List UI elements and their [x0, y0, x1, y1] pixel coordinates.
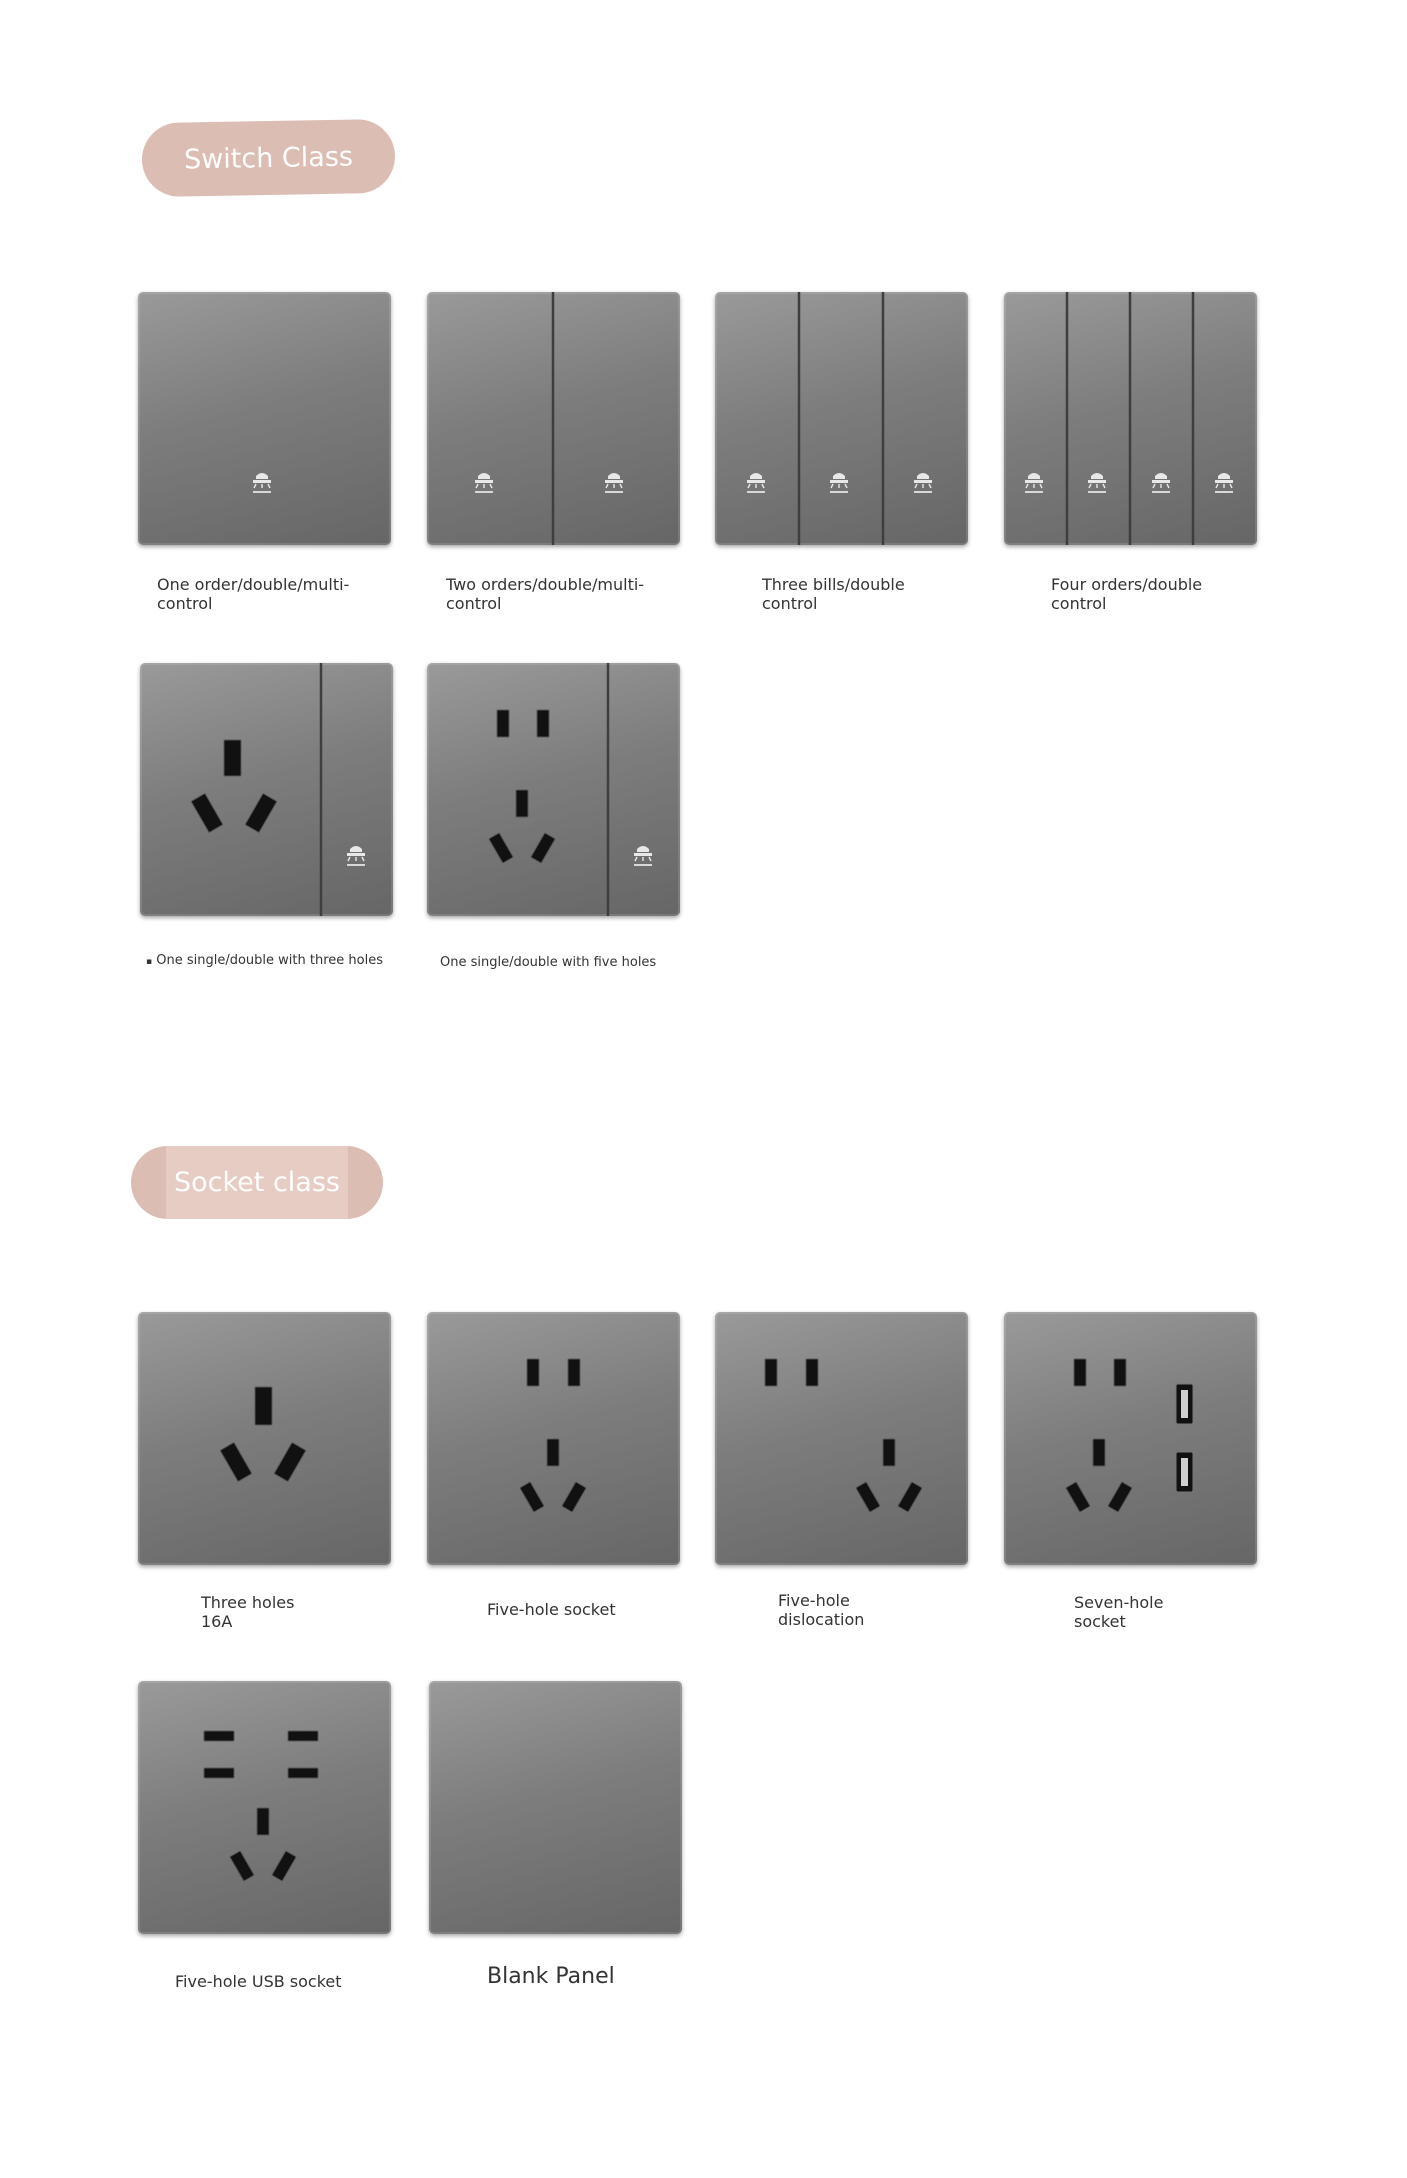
three-gang-caption: Three bills/double control — [762, 575, 905, 613]
five-hole-dislocation-caption: Five-hole dislocation — [778, 1591, 865, 1629]
five-hole-dislocation-icon — [765, 1359, 922, 1512]
five-hole-dislocation-panel — [715, 1312, 968, 1565]
three-gang-switch-panel — [715, 292, 968, 545]
switch-five-hole-socket-drawing — [427, 663, 680, 916]
three-hole-16a-caption: Three holes 16A — [201, 1593, 295, 1631]
switch-three-hole-socket-panel — [140, 663, 393, 916]
switch-three-hole-socket-drawing — [140, 663, 393, 916]
switch-class-title: Switch Class — [183, 141, 354, 175]
three-gang-switch-drawing — [715, 292, 968, 545]
light-switch-icon — [914, 473, 932, 493]
five-hole-socket-icon — [489, 710, 555, 863]
light-switch-icon — [347, 846, 365, 866]
five-hole-socket-icon — [520, 1359, 586, 1512]
seven-hole-drawing — [1004, 1312, 1257, 1565]
caption-bullet: ▪ — [146, 957, 153, 967]
seven-hole-panel — [1004, 1312, 1257, 1565]
switch-five-hole-socket-panel — [427, 663, 680, 916]
light-switch-icon — [1025, 473, 1043, 493]
switch-class-badge — [141, 119, 395, 197]
light-switch-icon — [1152, 473, 1170, 493]
light-switch-icon — [634, 846, 652, 866]
light-switch-icon — [1215, 473, 1233, 493]
switch-five-hole-caption: One single/double with five holes — [440, 955, 657, 970]
four-gang-switch-panel — [1004, 292, 1257, 545]
five-hole-usb-panel — [138, 1681, 391, 1934]
three-hole-16a-panel — [138, 1312, 391, 1565]
three-hole-socket-icon — [220, 1387, 306, 1482]
five-hole-usb-caption: Five-hole USB socket — [175, 1972, 342, 1991]
socket-class-badge — [131, 1146, 383, 1219]
blank-panel — [429, 1681, 682, 1934]
socket-class-title: Socket class — [174, 1167, 340, 1198]
one-gang-switch-panel — [138, 292, 391, 545]
light-switch-icon — [830, 473, 848, 493]
two-gang-caption: Two orders/double/multi- control — [446, 575, 645, 613]
five-hole-socket-icon — [1066, 1359, 1132, 1512]
four-gang-caption: Four orders/double control — [1051, 575, 1203, 613]
caption-text: One single/double with three holes — [156, 953, 383, 968]
one-gang-switch-drawing — [138, 292, 391, 545]
usb-port-icon — [1176, 1384, 1193, 1424]
two-gang-switch-drawing — [427, 292, 680, 545]
one-gang-caption: One order/double/multi- control — [157, 575, 350, 613]
light-switch-icon — [605, 473, 623, 493]
three-hole-16a-drawing — [138, 1312, 391, 1565]
light-switch-icon — [747, 473, 765, 493]
four-gang-switch-drawing — [1004, 292, 1257, 545]
seven-hole-caption: Seven-hole socket — [1074, 1593, 1164, 1631]
switch-three-hole-caption — [146, 951, 383, 972]
light-switch-icon — [1088, 473, 1106, 493]
five-hole-caption: Five-hole socket — [487, 1600, 616, 1619]
five-hole-usb-drawing — [138, 1681, 391, 1934]
usb-port-icon — [1176, 1452, 1193, 1492]
five-hole-panel — [427, 1312, 680, 1565]
two-gang-switch-panel — [427, 292, 680, 545]
five-hole-dislocation-drawing — [715, 1312, 968, 1565]
blank-panel-caption: Blank Panel — [487, 1964, 615, 1989]
light-switch-icon — [253, 473, 271, 493]
light-switch-icon — [475, 473, 493, 493]
five-hole-drawing — [427, 1312, 680, 1565]
five-hole-usb-socket-icon — [204, 1731, 318, 1881]
three-hole-socket-icon — [191, 740, 277, 833]
